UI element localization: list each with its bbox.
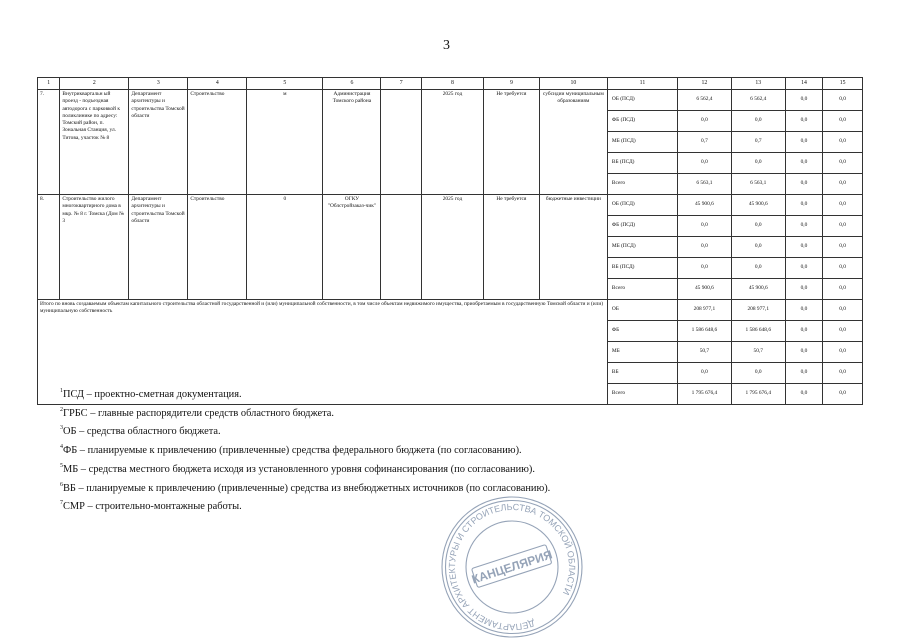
funding-source-cell: Всего xyxy=(607,384,677,405)
table-body xyxy=(38,78,863,405)
amount-cell-col15: 0,0 xyxy=(823,342,863,363)
customer-cell: Администрация Томского района xyxy=(323,90,381,195)
column-number: 11 xyxy=(607,78,677,90)
funding-source-cell: ФБ xyxy=(607,321,677,342)
funding-source-cell: ВБ (ПСД) xyxy=(607,258,677,279)
funding-form-cell: бюджетные инвестиции xyxy=(539,195,607,300)
funding-source-cell: ОБ (ПСД) xyxy=(607,90,677,111)
amount-cell-col14: 0,0 xyxy=(785,321,823,342)
column-number: 13 xyxy=(731,78,785,90)
footnote-text: МБ – средства местного бюджета исходя из установленного уровня софинансирования (по согласованию). xyxy=(63,463,535,475)
amount-cell-col13: 1 586 648,6 xyxy=(731,321,785,342)
column-number-row xyxy=(38,78,863,90)
footnote-mark: 4 xyxy=(60,444,63,451)
stamp-center-text: КАНЦЕЛЯРИЯ xyxy=(470,547,554,587)
funding-source-cell: ФБ (ПСД) xyxy=(607,216,677,237)
amount-cell-col15: 0,0 xyxy=(823,237,863,258)
amount-cell-col14: 0,0 xyxy=(785,258,823,279)
amount-cell-col14: 0,0 xyxy=(785,342,823,363)
amount-cell-col14: 0,0 xyxy=(785,132,823,153)
funding-source-cell: ОБ (ПСД) xyxy=(607,195,677,216)
column-number: 7 xyxy=(381,78,422,90)
grbs-cell: Департамент архитектуры и строительства Томской области xyxy=(129,90,188,195)
amount-cell-col14: 0,0 xyxy=(785,216,823,237)
funding-form-cell: субсидии муниципальным образованиям xyxy=(539,90,607,195)
amount-cell-col15: 0,0 xyxy=(823,279,863,300)
amount-cell-col12: 0,7 xyxy=(677,132,731,153)
funding-source-cell: ВБ xyxy=(607,363,677,384)
amount-cell-col15: 0,0 xyxy=(823,90,863,111)
amount-cell-col13: 0,0 xyxy=(731,363,785,384)
amount-cell-col14: 0,0 xyxy=(785,300,823,321)
footnote-text: ГРБС – главные распорядители средств областного бюджета. xyxy=(63,407,334,419)
capacity-cell: м xyxy=(247,90,323,195)
amount-cell-col12: 0,0 xyxy=(677,111,731,132)
year-cell: 2025 год xyxy=(421,195,483,300)
footnote-text: ОБ – средства областного бюджета. xyxy=(63,426,221,438)
amount-cell-col15: 0,0 xyxy=(823,111,863,132)
expertise-cell: Не требуется xyxy=(483,195,539,300)
amount-cell-col13: 208 977,1 xyxy=(731,300,785,321)
column-number: 12 xyxy=(677,78,731,90)
amount-cell-col13: 0,0 xyxy=(731,153,785,174)
column-number: 10 xyxy=(539,78,607,90)
footnote-mark: 2 xyxy=(60,406,63,413)
year-cell: 2025 год xyxy=(421,90,483,195)
footnote-text: ВБ – планируемые к привлечению (привлеченные) средства из внебюджетных источников (по согласованию). xyxy=(63,482,551,494)
footnote-mark: 5 xyxy=(60,462,63,469)
footnote-text: ПСД – проектно-сметная документация. xyxy=(63,389,242,400)
column-number: 1 xyxy=(38,78,60,90)
grbs-cell: Департамент архитектуры и строительства Томской области xyxy=(129,195,188,300)
table-row xyxy=(38,195,863,216)
amount-cell-col15: 0,0 xyxy=(823,384,863,405)
column7-cell xyxy=(381,90,422,195)
column-number: 8 xyxy=(421,78,483,90)
amount-cell-col14: 0,0 xyxy=(785,363,823,384)
amount-cell-col13: 0,0 xyxy=(731,258,785,279)
customer-cell: ОГКУ "Облстройзаказ-чик" xyxy=(323,195,381,300)
capital-construction-table xyxy=(37,77,863,405)
funding-source-cell: МБ (ПСД) xyxy=(607,132,677,153)
object-name-cell: Строительство жилого многоквартирного дома в мкр. № 8 г. Томска (Дом № 3 xyxy=(60,195,129,300)
total-label-cell: Итого по вновь создаваемым объектам капитального строительства областной государственной и (или) муниципальной собственности, в том числе объектам недвижимого имущества, приобретаемым в государственную Томской области и (или) муниципальную собственность xyxy=(38,300,608,405)
column-number: 3 xyxy=(129,78,188,90)
column-number: 15 xyxy=(823,78,863,90)
amount-cell-col12: 0,0 xyxy=(677,216,731,237)
amount-cell-col15: 0,0 xyxy=(823,174,863,195)
amount-cell-col14: 0,0 xyxy=(785,90,823,111)
amount-cell-col13: 0,0 xyxy=(731,237,785,258)
column-number: 9 xyxy=(483,78,539,90)
amount-cell-col15: 0,0 xyxy=(823,300,863,321)
amount-cell-col12: 6 563,1 xyxy=(677,174,731,195)
funding-source-cell: ВБ (ПСД) xyxy=(607,153,677,174)
total-row xyxy=(38,300,863,321)
amount-cell-col12: 6 562,4 xyxy=(677,90,731,111)
work-type-cell: Строительство xyxy=(188,195,247,300)
row-number-cell: 8. xyxy=(38,195,60,300)
amount-cell-col12: 45 900,6 xyxy=(677,279,731,300)
amount-cell-col12: 1 586 648,6 xyxy=(677,321,731,342)
amount-cell-col15: 0,0 xyxy=(823,216,863,237)
row-number-cell: 7. xyxy=(38,90,60,195)
footnote xyxy=(60,384,550,403)
footnote-mark: 7 xyxy=(60,500,63,507)
amount-cell-col13: 0,0 xyxy=(731,216,785,237)
funding-source-cell: МБ (ПСД) xyxy=(607,237,677,258)
amount-cell-col15: 0,0 xyxy=(823,363,863,384)
amount-cell-col13: 6 562,4 xyxy=(731,90,785,111)
footnote xyxy=(60,459,550,478)
amount-cell-col14: 0,0 xyxy=(785,111,823,132)
amount-cell-col14: 0,0 xyxy=(785,153,823,174)
amount-cell-col13: 45 900,6 xyxy=(731,279,785,300)
object-name-cell: Внутриквартальн ый проезд - подъездная автодорога с парковкой к поликлинике по адресу: Томский район, п. Зональная Станция, ул. Титова, участок № 8 xyxy=(60,90,129,195)
footnote-mark: 6 xyxy=(60,481,63,488)
footnote-text: СМР – строительно-монтажные работы. xyxy=(63,501,242,513)
amount-cell-col12: 45 900,6 xyxy=(677,195,731,216)
amount-cell-col13: 45 900,6 xyxy=(731,195,785,216)
footnote-text: ФБ – планируемые к привлечению (привлеченные) средства федерального бюджета (по согласованию). xyxy=(63,445,522,457)
funding-source-cell: Всего xyxy=(607,279,677,300)
amount-cell-col13: 6 563,1 xyxy=(731,174,785,195)
amount-cell-col12: 0,0 xyxy=(677,258,731,279)
amount-cell-col14: 0,0 xyxy=(785,279,823,300)
amount-cell-col12: 208 977,1 xyxy=(677,300,731,321)
footnote xyxy=(60,421,550,440)
amount-cell-col13: 1 795 676,4 xyxy=(731,384,785,405)
amount-cell-col14: 0,0 xyxy=(785,174,823,195)
amount-cell-col12: 50,7 xyxy=(677,342,731,363)
amount-cell-col15: 0,0 xyxy=(823,153,863,174)
amount-cell-col15: 0,0 xyxy=(823,132,863,153)
amount-cell-col12: 0,0 xyxy=(677,153,731,174)
column-number: 2 xyxy=(60,78,129,90)
footnote-mark: 1 xyxy=(60,388,63,394)
footnote-mark: 3 xyxy=(60,425,63,432)
funding-source-cell: ОБ xyxy=(607,300,677,321)
page-number: 3 xyxy=(443,38,450,53)
amount-cell-col15: 0,0 xyxy=(823,195,863,216)
amount-cell-col13: 0,7 xyxy=(731,132,785,153)
amount-cell-col14: 0,0 xyxy=(785,195,823,216)
amount-cell-col13: 0,0 xyxy=(731,111,785,132)
amount-cell-col14: 0,0 xyxy=(785,384,823,405)
column-number: 6 xyxy=(323,78,381,90)
amount-cell-col15: 0,0 xyxy=(823,258,863,279)
table-row xyxy=(38,90,863,111)
column-number: 5 xyxy=(247,78,323,90)
amount-cell-col15: 0,0 xyxy=(823,321,863,342)
funding-source-cell: МБ xyxy=(607,342,677,363)
footnote xyxy=(60,403,550,422)
amount-cell-col13: 50,7 xyxy=(731,342,785,363)
amount-cell-col14: 0,0 xyxy=(785,237,823,258)
work-type-cell: Строительство xyxy=(188,90,247,195)
footnote xyxy=(60,440,550,459)
office-stamp xyxy=(437,492,587,642)
column7-cell xyxy=(381,195,422,300)
expertise-cell: Не требуется xyxy=(483,90,539,195)
amount-cell-col12: 1 795 676,4 xyxy=(677,384,731,405)
amount-cell-col12: 0,0 xyxy=(677,363,731,384)
capacity-cell: 0 xyxy=(247,195,323,300)
stamp-ring-text-path: ДЕПАРТАМЕНТ АРХИТЕКТУРЫ И СТРОИТЕЛЬСТВА ТОМСКОЙ ОБЛАСТИ xyxy=(446,501,578,633)
amount-cell-col12: 0,0 xyxy=(677,237,731,258)
column-number: 14 xyxy=(785,78,823,90)
funding-source-cell: Всего xyxy=(607,174,677,195)
funding-source-cell: ФБ (ПСД) xyxy=(607,111,677,132)
column-number: 4 xyxy=(188,78,247,90)
